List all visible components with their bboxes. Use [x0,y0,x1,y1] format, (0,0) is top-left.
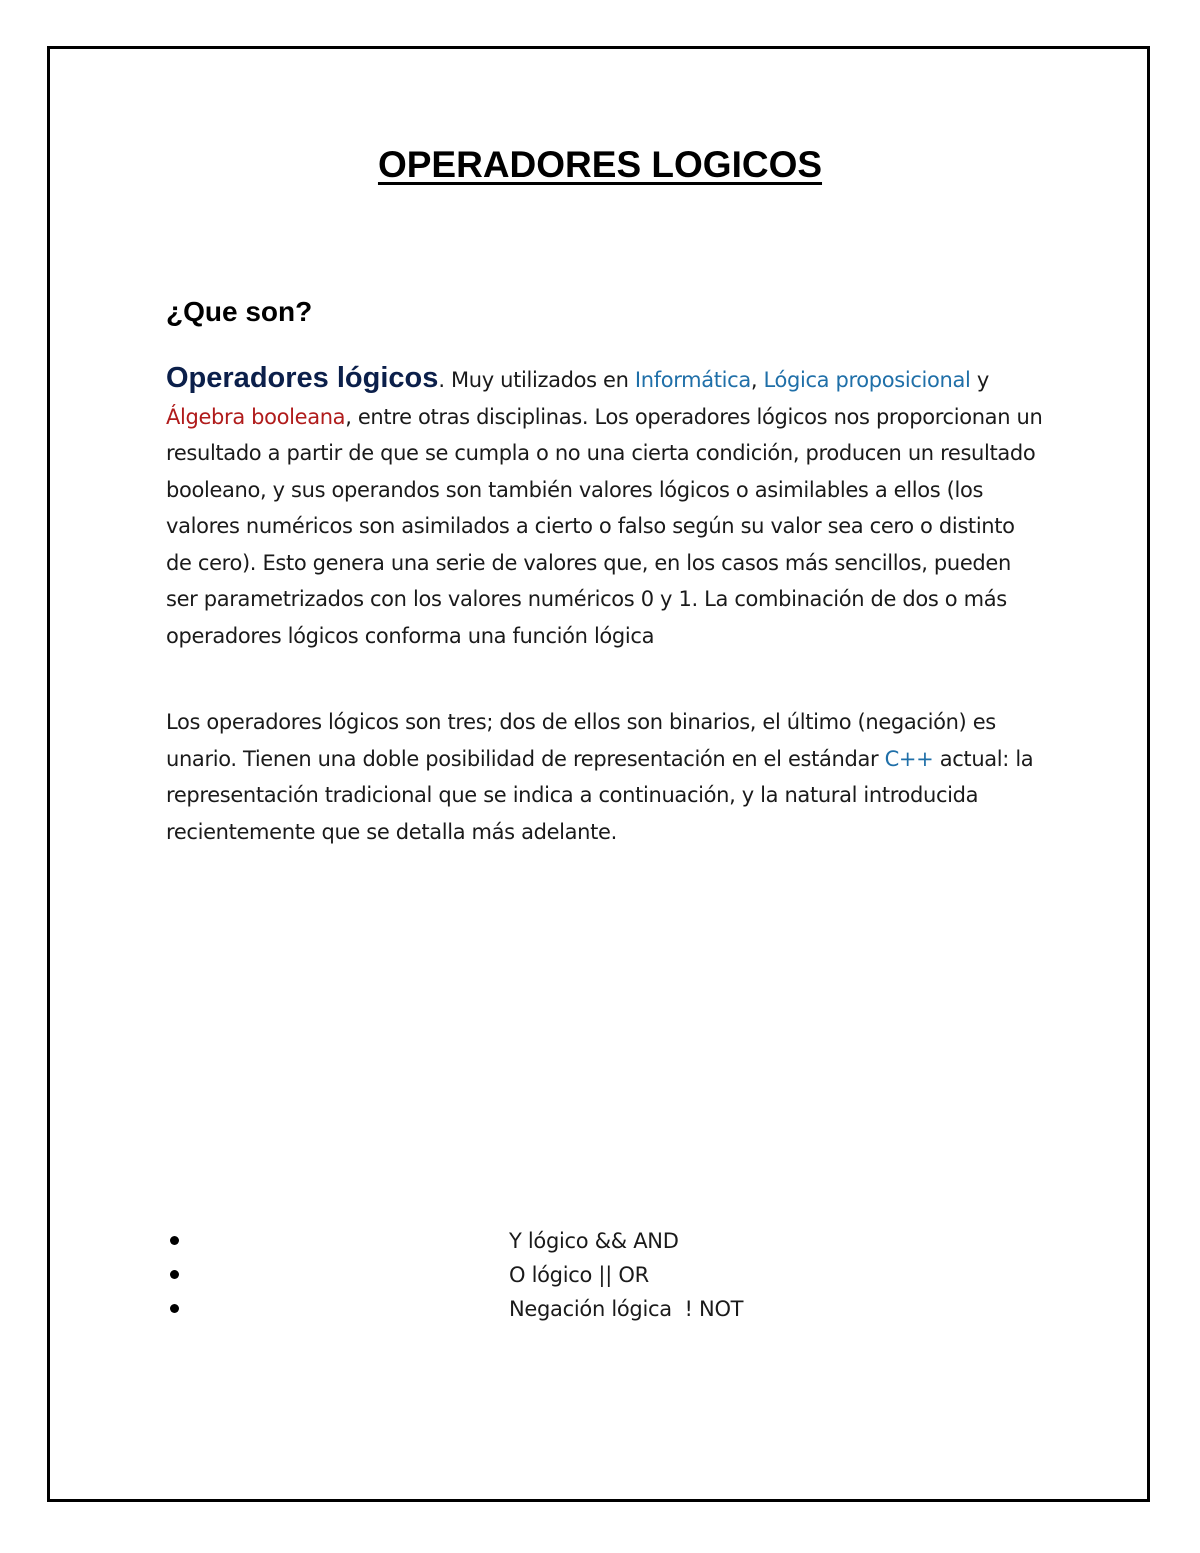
operators-paragraph [166,704,1046,850]
link-logica-proposicional[interactable]: Lógica proposicional [763,368,971,392]
link-informatica[interactable]: Informática [634,368,751,392]
intro-sep-2: y [970,368,989,392]
operators-text-2: actual: la representación tradicional que se indica a continuación, y la natural introducida recientemente que se detalla más adelante. [166,746,1034,844]
page-title: OPERADORES LOGICOS [377,144,823,185]
intro-text-1: . Muy utilizados en [438,368,635,392]
operator-list [0,1224,1200,1326]
lead-term: Operadores lógicos [166,362,439,394]
bullet-icon [170,1270,179,1279]
intro-paragraph [166,360,1046,654]
link-algebra-booleana[interactable]: Álgebra booleana [166,404,346,429]
bullet-icon [170,1304,179,1313]
section-heading: ¿Que son? [166,296,313,327]
list-item [0,1224,1200,1258]
bullet-icon [170,1236,179,1245]
operators-text-1: Los operadores lógicos son tres; dos de ellos son binarios, el último (negación) es unario. Tienen una doble posibilidad de representación en el estándar [166,710,996,771]
intro-text-rest: , entre otras disciplinas. Los operadores lógicos nos proporcionan un resultado a partir de que se cumpla o no una cierta condición, producen un resultado booleano, y sus operandos son también valores lógicos o asimilables a ellos (los valores numéricos son asimilados a cierto o falso según su valor sea cero o distinto de cero). Esto genera una serie de valores que, en los casos más sencillos, pueden ser parametrizados con los valores numéricos 0 y 1. La combinación de dos o más operadores lógicos conforma una función lógica [166,404,1043,648]
intro-sep-1: , [750,368,764,392]
list-item [0,1292,1200,1326]
operator-or: O lógico || OR [509,1263,649,1287]
list-item [0,1258,1200,1292]
operator-and: Y lógico && AND [509,1229,679,1253]
operator-not: Negación lógica ! NOT [509,1297,744,1321]
link-cpp[interactable]: C++ [884,746,934,771]
